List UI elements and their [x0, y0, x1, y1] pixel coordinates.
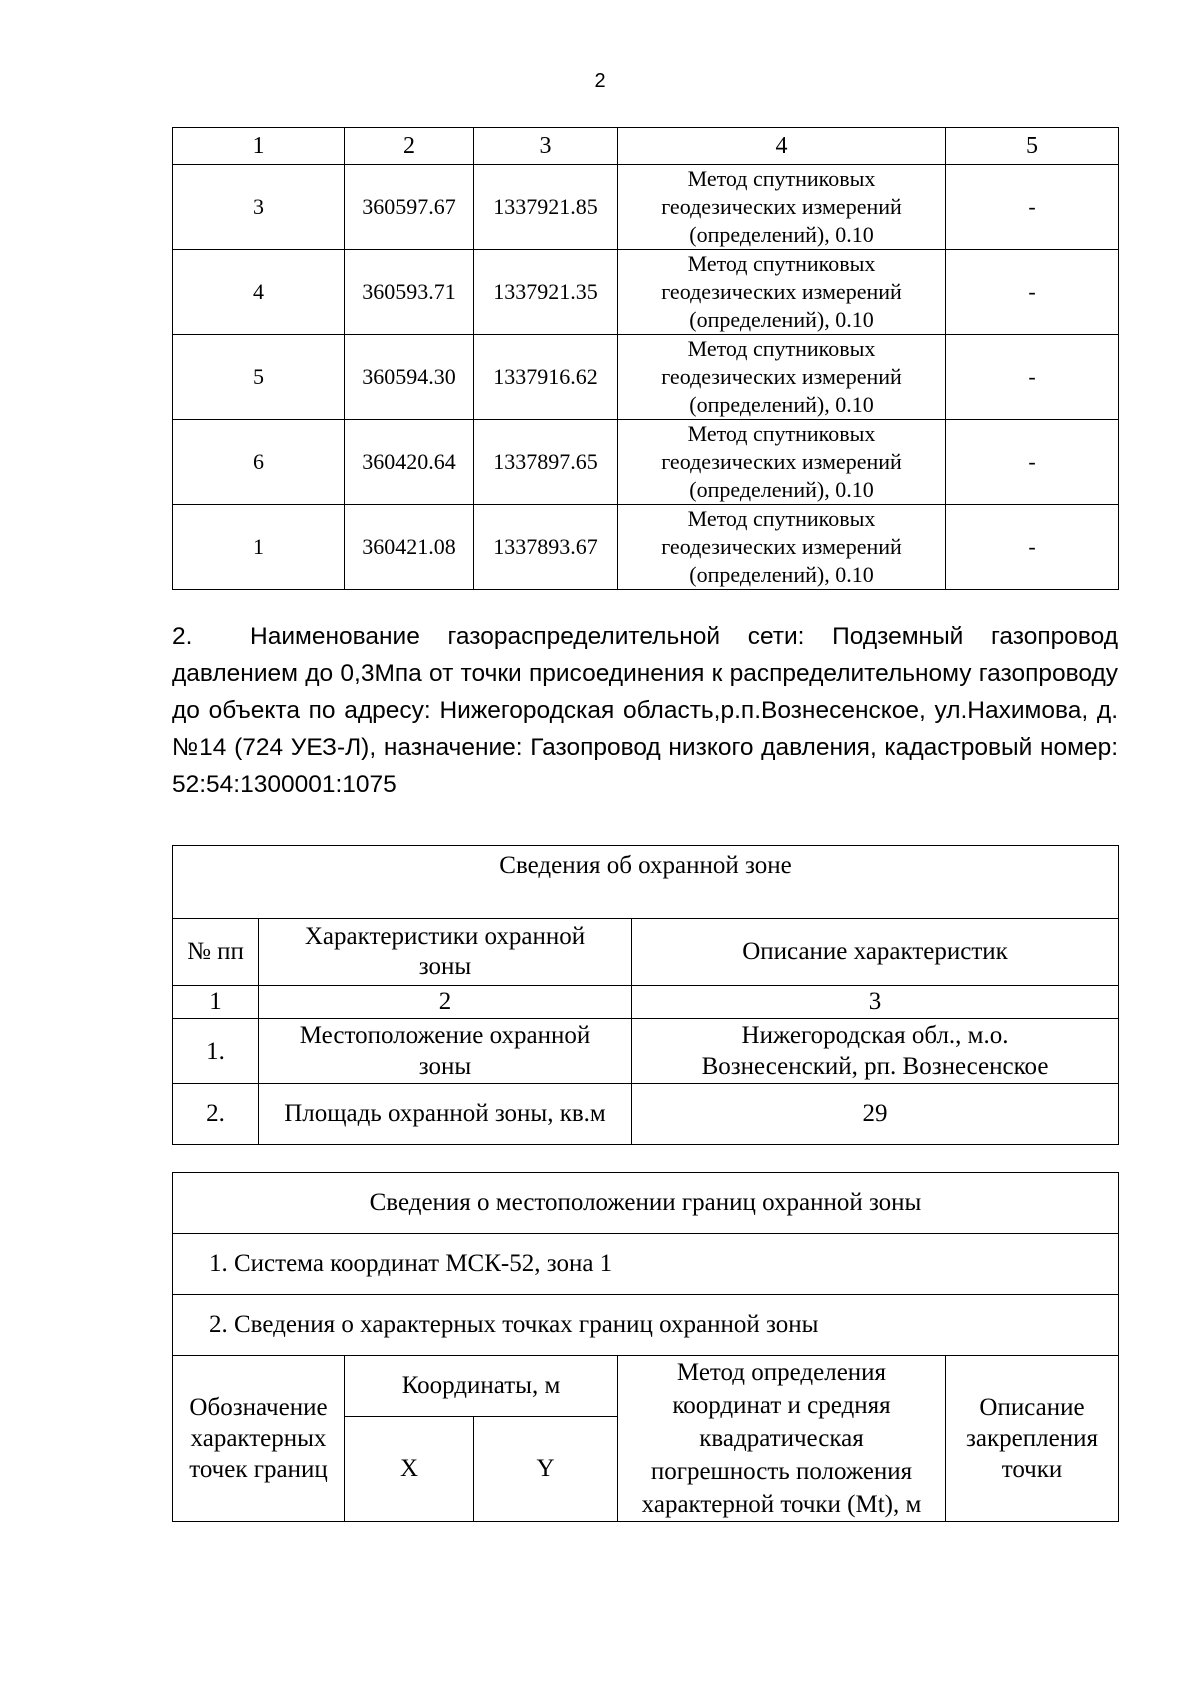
coordinate-system-row	[173, 1234, 1119, 1295]
method-cell	[618, 335, 946, 420]
method-line: геодезических измерений	[661, 534, 902, 559]
header-cell: 4	[618, 128, 946, 165]
cell-line: зоны	[418, 1053, 472, 1080]
method-line: (определений), 0.10	[689, 562, 874, 587]
x-cell: 360594.30	[345, 335, 474, 420]
header-description	[946, 1356, 1119, 1522]
y-cell: 1337921.35	[474, 250, 618, 335]
method-line: геодезических измерений	[661, 194, 902, 219]
row-number: 1.	[173, 1019, 259, 1084]
page-number: 2	[594, 70, 606, 92]
method-line: (определений), 0.10	[689, 392, 874, 417]
header-coordinates: Координаты, м	[345, 1356, 618, 1417]
header-cell: 2	[345, 128, 474, 165]
table-row	[173, 1084, 1119, 1145]
header-cell: № пп	[173, 919, 259, 986]
method-cell	[618, 420, 946, 505]
header-cell: 5	[946, 128, 1119, 165]
table-header-row	[173, 919, 1119, 986]
header-y: Y	[474, 1417, 618, 1522]
description-cell	[632, 1019, 1119, 1084]
method-line: Метод спутниковых	[687, 251, 876, 276]
header-line: точек границ	[189, 1456, 328, 1483]
description-cell: -	[946, 165, 1119, 250]
table-header-row	[173, 1356, 1119, 1417]
characteristic-cell	[259, 1019, 632, 1084]
method-cell	[618, 505, 946, 590]
header-line: Обозначение	[189, 1394, 328, 1421]
header-cell: 1	[173, 128, 345, 165]
header-line: характерной точки (Mt), м	[641, 1491, 922, 1518]
point-cell: 4	[173, 250, 345, 335]
column-number: 2	[259, 986, 632, 1019]
table-row	[173, 1019, 1119, 1084]
method-line: (определений), 0.10	[689, 307, 874, 332]
header-x: X	[345, 1417, 474, 1522]
coordinate-system: 1. Система координат МСК-52, зона 1	[173, 1234, 1119, 1295]
description-cell: -	[946, 335, 1119, 420]
column-number: 3	[632, 986, 1119, 1019]
description-cell: -	[946, 420, 1119, 505]
method-cell	[618, 165, 946, 250]
method-line: геодезических измерений	[661, 449, 902, 474]
method-line: (определений), 0.10	[689, 222, 874, 247]
header-line: координат и средняя	[672, 1392, 891, 1419]
method-line: (определений), 0.10	[689, 477, 874, 502]
characteristic-cell: Площадь охранной зоны, кв.м	[259, 1084, 632, 1145]
description-cell: 29	[632, 1084, 1119, 1145]
item-number: 2.	[172, 623, 193, 650]
method-cell	[618, 250, 946, 335]
x-cell: 360420.64	[345, 420, 474, 505]
table-row	[173, 420, 1119, 505]
method-line: Метод спутниковых	[687, 506, 876, 531]
points-info-row	[173, 1295, 1119, 1356]
header-line: Метод определения	[676, 1359, 887, 1386]
x-cell: 360593.71	[345, 250, 474, 335]
table-title-row	[173, 846, 1119, 919]
points-info: 2. Сведения о характерных точках границ охранной зоны	[173, 1295, 1119, 1356]
cell-line: Вознесенский, рп. Вознесенское	[701, 1053, 1049, 1080]
table-title-row	[173, 1173, 1119, 1234]
y-cell: 1337897.65	[474, 420, 618, 505]
column-numbers-row	[173, 986, 1119, 1019]
header-point-designation	[173, 1356, 345, 1522]
point-cell: 5	[173, 335, 345, 420]
method-line: Метод спутниковых	[687, 336, 876, 361]
table-row	[173, 505, 1119, 590]
point-cell: 1	[173, 505, 345, 590]
y-cell: 1337921.85	[474, 165, 618, 250]
method-line: геодезических измерений	[661, 279, 902, 304]
method-line: Метод спутниковых	[687, 166, 876, 191]
header-line: зоны	[418, 953, 472, 980]
table-row	[173, 250, 1119, 335]
cell-line: Нижегородская обл., м.о.	[741, 1022, 1009, 1049]
y-cell: 1337893.67	[474, 505, 618, 590]
header-line: точки	[1001, 1456, 1063, 1483]
y-cell: 1337916.62	[474, 335, 618, 420]
header-cell: Описание характеристик	[632, 919, 1119, 986]
header-line: закрепления	[966, 1425, 1098, 1452]
table-title: Сведения об охранной зоне	[173, 846, 1119, 919]
header-line: квадратическая	[699, 1425, 864, 1452]
x-cell: 360421.08	[345, 505, 474, 590]
header-line: Характеристики охранной	[304, 923, 586, 950]
item-text: Наименование газораспределительной сети: Подземный газопровод давлением до 0,3Мпа от точки присоединения к распределительному газопроводу до объекта по адресу: Нижегородская область,р.п.Вознесенское, ул.Нахимова, д.№14 (724 УЕЗ-Л), назначение: Газопровод низкого давления, кадастровый номер: 52:54:1300001:1075	[172, 623, 1118, 798]
header-cell	[259, 919, 632, 986]
header-line: характерных	[190, 1425, 327, 1452]
table-title: Сведения о местоположении границ охранной зоны	[173, 1173, 1119, 1234]
header-method	[618, 1356, 946, 1522]
table-row	[173, 335, 1119, 420]
method-line: геодезических измерений	[661, 364, 902, 389]
zone-info-table	[172, 845, 1119, 1145]
cell-line: Местоположение охранной	[299, 1022, 591, 1049]
x-cell: 360597.67	[345, 165, 474, 250]
point-cell: 6	[173, 420, 345, 505]
table-row	[173, 165, 1119, 250]
description-cell: -	[946, 250, 1119, 335]
header-line: Описание	[979, 1394, 1085, 1421]
column-number: 1	[173, 986, 259, 1019]
header-cell: 3	[474, 128, 618, 165]
point-cell: 3	[173, 165, 345, 250]
network-name-paragraph	[172, 618, 1118, 803]
boundary-points-table	[172, 1172, 1119, 1522]
coordinates-table	[172, 127, 1119, 590]
row-number: 2.	[173, 1084, 259, 1145]
description-cell: -	[946, 505, 1119, 590]
method-line: Метод спутниковых	[687, 421, 876, 446]
header-line: погрешность положения	[650, 1458, 913, 1485]
table-header-row	[173, 128, 1119, 165]
